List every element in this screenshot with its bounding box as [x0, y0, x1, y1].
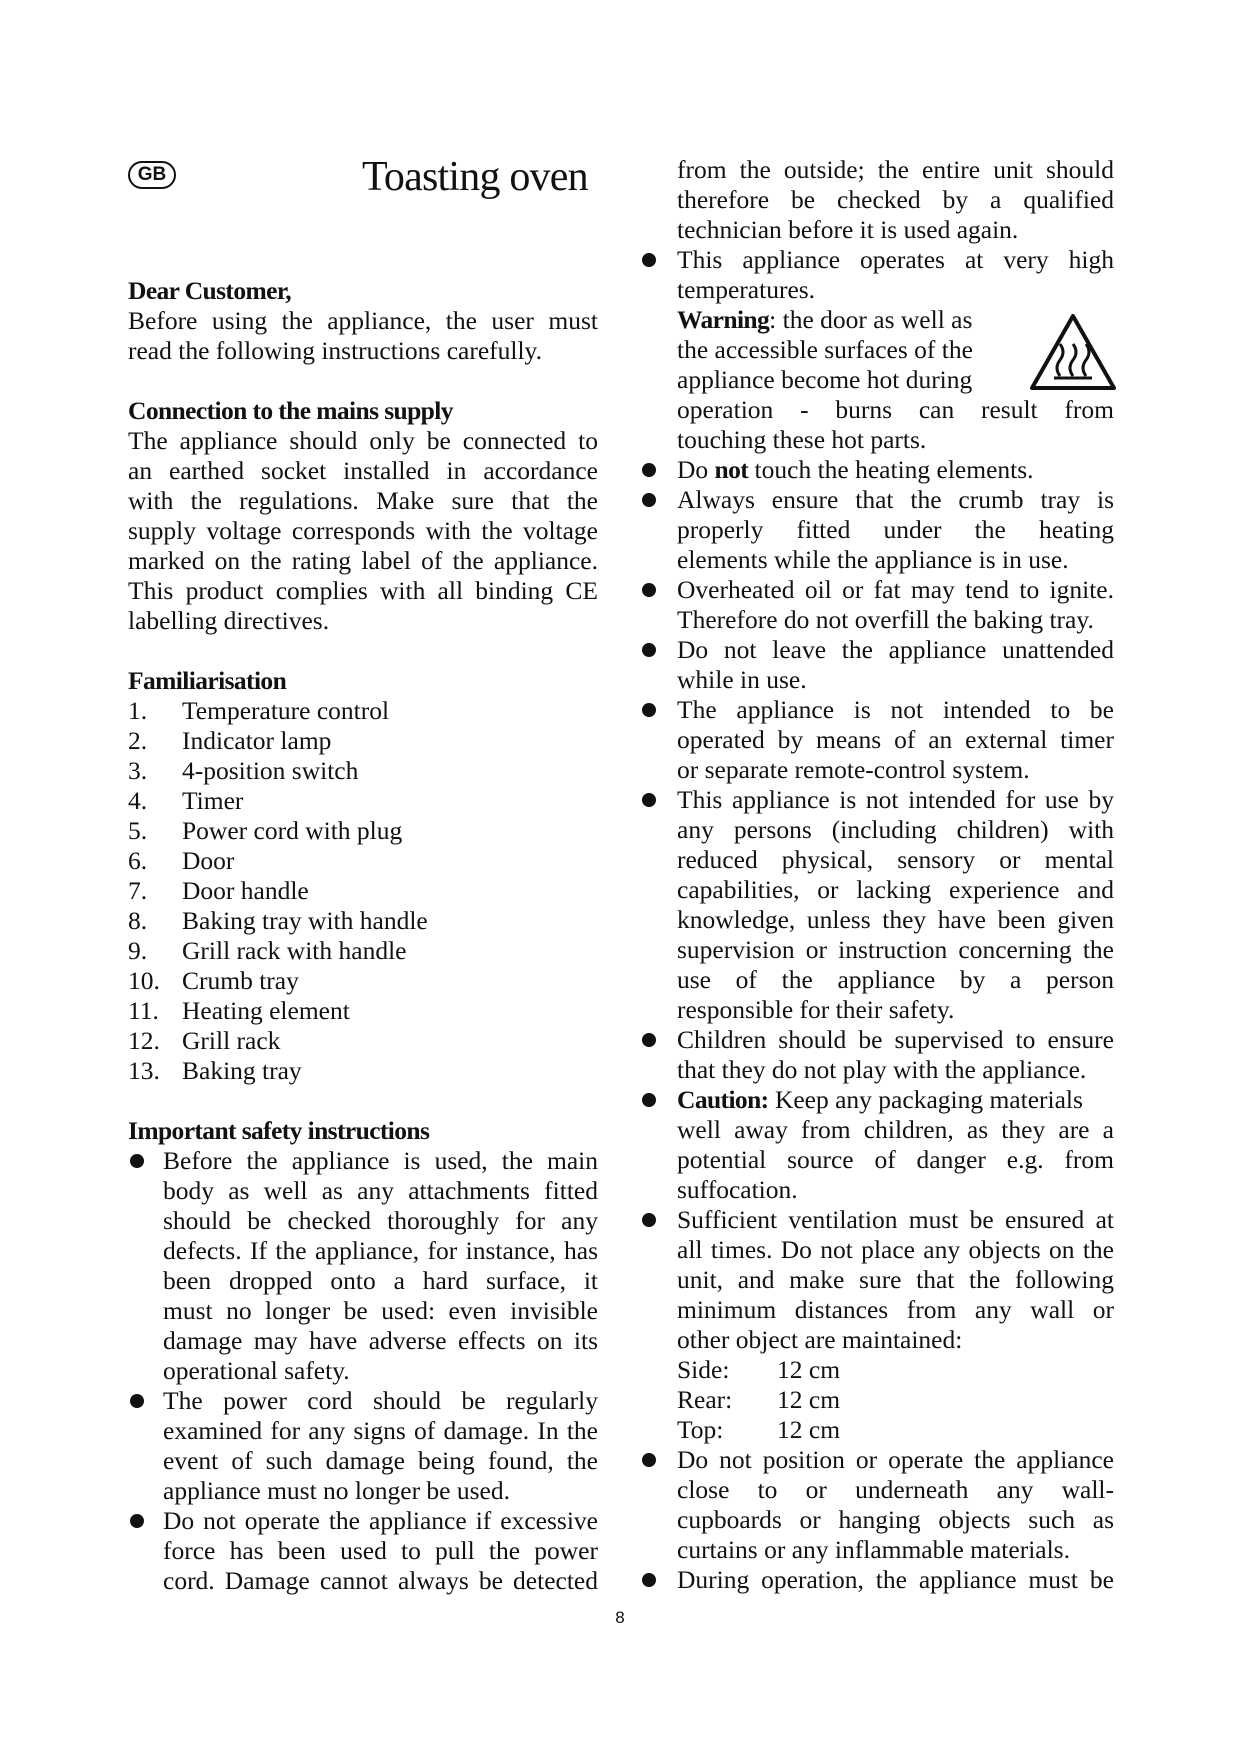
safety-line: properly fitted under the heating — [677, 515, 1114, 544]
safety-line: defects. If the appliance, for instance, has — [163, 1236, 598, 1265]
list-item-number: 12. — [128, 1026, 160, 1055]
list-item: Grill rack — [182, 1026, 281, 1055]
safety-line: knowledge, unless they have been given — [677, 905, 1114, 934]
distance-label: Side: — [677, 1355, 730, 1384]
safety-line: elements while the appliance is in use. — [677, 545, 1069, 574]
safety-line: Do not leave the appliance unattended — [677, 635, 1114, 664]
connection-line: This product complies with all binding CE — [128, 576, 598, 605]
caution-line — [677, 1085, 1083, 1115]
safety-line: The appliance is not intended to be — [677, 695, 1114, 724]
continuation-line: from the outside; the entire unit should — [677, 155, 1114, 184]
connection-line: with the regulations. Make sure that the — [128, 486, 598, 515]
safety-line: supervision or instruction concerning the — [677, 935, 1114, 964]
safety-line: This appliance is not intended for use by — [677, 785, 1114, 814]
safety-line: all times. Do not place any objects on the — [677, 1235, 1114, 1264]
safety-line: temperatures. — [677, 275, 816, 304]
caution-line: potential source of danger e.g. from — [677, 1145, 1114, 1174]
safety-line: any persons (including children) with — [677, 815, 1114, 844]
bullet-icon — [642, 1573, 656, 1587]
safety-line: been dropped onto a hard surface, it — [163, 1266, 598, 1295]
list-item-number: 10. — [128, 966, 160, 995]
bullet-icon — [642, 1213, 656, 1227]
familiarisation-heading: Familiarisation — [128, 666, 287, 695]
warning-line: the accessible surfaces of the — [677, 335, 973, 364]
safety-line: cupboards or hanging objects such as — [677, 1505, 1114, 1534]
safety-line: Children should be supervised to ensure — [677, 1025, 1114, 1054]
safety-line: Sufficient ventilation must be ensured at — [677, 1205, 1114, 1234]
warning-line: appliance become hot during — [677, 365, 973, 394]
list-item-number: 4. — [128, 786, 148, 815]
safety-line: Do not operate the appliance if excessive — [163, 1506, 598, 1535]
safety-line: must no longer be used: even invisible — [163, 1296, 598, 1325]
page-title: Toasting oven — [362, 154, 588, 200]
safety-line: The power cord should be regularly — [163, 1386, 598, 1415]
intro-line: Before using the appliance, the user must — [128, 306, 598, 335]
list-item: 4-position switch — [182, 756, 359, 785]
caution-label: Caution: — [677, 1085, 769, 1114]
safety-line: operational safety. — [163, 1356, 350, 1385]
bullet-icon — [130, 1154, 144, 1168]
connection-line: marked on the rating label of the appliance. — [128, 546, 598, 575]
list-item: Temperature control — [182, 696, 390, 725]
bullet-icon — [130, 1514, 144, 1528]
safety-line: should be checked thoroughly for any — [163, 1206, 598, 1235]
warning-line: touching these hot parts. — [677, 425, 927, 454]
page-number: 8 — [615, 1608, 625, 1627]
bullet-icon — [642, 583, 656, 597]
list-item-number: 9. — [128, 936, 148, 965]
bullet-icon — [642, 1093, 656, 1107]
connection-line: labelling directives. — [128, 606, 330, 635]
safety-line: curtains or any inflammable materials. — [677, 1535, 1070, 1564]
list-item: Timer — [182, 786, 244, 815]
list-item: Baking tray — [182, 1056, 302, 1085]
safety-line: responsible for their safety. — [677, 995, 955, 1024]
safety-line: capabilities, or lacking experience and — [677, 875, 1114, 904]
safety-line: while in use. — [677, 665, 807, 694]
bullet-icon — [642, 1453, 656, 1467]
list-item: Baking tray with handle — [182, 906, 428, 935]
emphasis-text: not — [714, 455, 749, 484]
distance-label: Rear: — [677, 1385, 733, 1414]
warning-label: Warning — [677, 305, 770, 334]
safety-line: operated by means of an external timer — [677, 725, 1114, 754]
safety-line: body as well as any attachments fitted — [163, 1176, 598, 1205]
safety-line: damage may have adverse effects on its — [163, 1326, 598, 1355]
distance-value: 12 cm — [777, 1385, 841, 1414]
safety-line: This appliance operates at very high — [677, 245, 1114, 274]
safety-text: touch the heating elements. — [748, 455, 1034, 484]
list-item: Door — [182, 846, 235, 875]
warning-text: : the door as well as — [769, 305, 973, 334]
distance-label: Top: — [677, 1415, 724, 1444]
list-item: Heating element — [182, 996, 350, 1025]
safety-line: minimum distances from any wall or — [677, 1295, 1114, 1324]
list-item: Door handle — [182, 876, 309, 905]
warning-line: operation - burns can result from — [677, 395, 1114, 424]
intro-line: read the following instructions carefully. — [128, 336, 543, 365]
list-item: Grill rack with handle — [182, 936, 407, 965]
connection-line: an earthed socket installed in accordance — [128, 456, 598, 485]
safety-text: Do — [677, 455, 715, 484]
safety-line: event of such damage being found, the — [163, 1446, 598, 1475]
greeting-heading: Dear Customer, — [128, 276, 291, 305]
safety-line: that they do not play with the appliance. — [677, 1055, 1087, 1084]
safety-line: unit, and make sure that the following — [677, 1265, 1114, 1294]
safety-line: use of the appliance by a person — [677, 965, 1114, 994]
safety-line: cord. Damage cannot always be detected — [163, 1566, 598, 1595]
safety-line: close to or underneath any wall- — [677, 1475, 1114, 1504]
bullet-icon — [642, 643, 656, 657]
bullet-icon — [642, 463, 656, 477]
safety-line: Overheated oil or fat may tend to ignite. — [677, 575, 1114, 604]
safety-line: Always ensure that the crumb tray is — [677, 485, 1114, 514]
list-item-number: 5. — [128, 816, 148, 845]
connection-heading: Connection to the mains supply — [128, 396, 453, 425]
bullet-icon — [642, 793, 656, 807]
safety-line: During operation, the appliance must be — [677, 1565, 1114, 1594]
connection-line: supply voltage corresponds with the voltage — [128, 516, 598, 545]
caution-line: suffocation. — [677, 1175, 798, 1204]
bullet-icon — [130, 1394, 144, 1408]
bullet-icon — [642, 493, 656, 507]
safety-line: Therefore do not overfill the baking tray. — [677, 605, 1094, 634]
caution-line: well away from children, as they are a — [677, 1115, 1114, 1144]
safety-line: or separate remote-control system. — [677, 755, 1030, 784]
connection-line: The appliance should only be connected to — [128, 426, 598, 455]
list-item-number: 8. — [128, 906, 148, 935]
list-item: Crumb tray — [182, 966, 299, 995]
safety-line: reduced physical, sensory or mental — [677, 845, 1114, 874]
safety-line: Do not position or operate the appliance — [677, 1445, 1114, 1474]
list-item: Indicator lamp — [182, 726, 332, 755]
warning-line — [677, 305, 972, 335]
safety-line: force has been used to pull the power — [163, 1536, 598, 1565]
list-item-number: 3. — [128, 756, 148, 785]
distance-value: 12 cm — [777, 1415, 841, 1444]
list-item-number: 11. — [128, 996, 159, 1025]
bullet-icon — [642, 703, 656, 717]
language-badge: GB — [128, 161, 176, 189]
list-item-number: 13. — [128, 1056, 160, 1085]
safety-line: other object are maintained: — [677, 1325, 963, 1354]
bullet-icon — [642, 1033, 656, 1047]
caution-text: Keep any packaging materials — [768, 1085, 1083, 1114]
bullet-icon — [642, 253, 656, 267]
hot-surface-warning-icon — [1028, 312, 1118, 392]
safety-line: appliance must no longer be used. — [163, 1476, 510, 1505]
safety-line: examined for any signs of damage. In the — [163, 1416, 598, 1445]
distance-value: 12 cm — [777, 1355, 841, 1384]
list-item-number: 7. — [128, 876, 148, 905]
list-item-number: 2. — [128, 726, 148, 755]
safety-line: Before the appliance is used, the main — [163, 1146, 598, 1175]
safety-heading: Important safety instructions — [128, 1116, 430, 1145]
safety-line — [677, 455, 1034, 485]
list-item-number: 6. — [128, 846, 148, 875]
continuation-line: technician before it is used again. — [677, 215, 1019, 244]
continuation-line: therefore be checked by a qualified — [677, 185, 1114, 214]
list-item-number: 1. — [128, 696, 148, 725]
list-item: Power cord with plug — [182, 816, 403, 845]
